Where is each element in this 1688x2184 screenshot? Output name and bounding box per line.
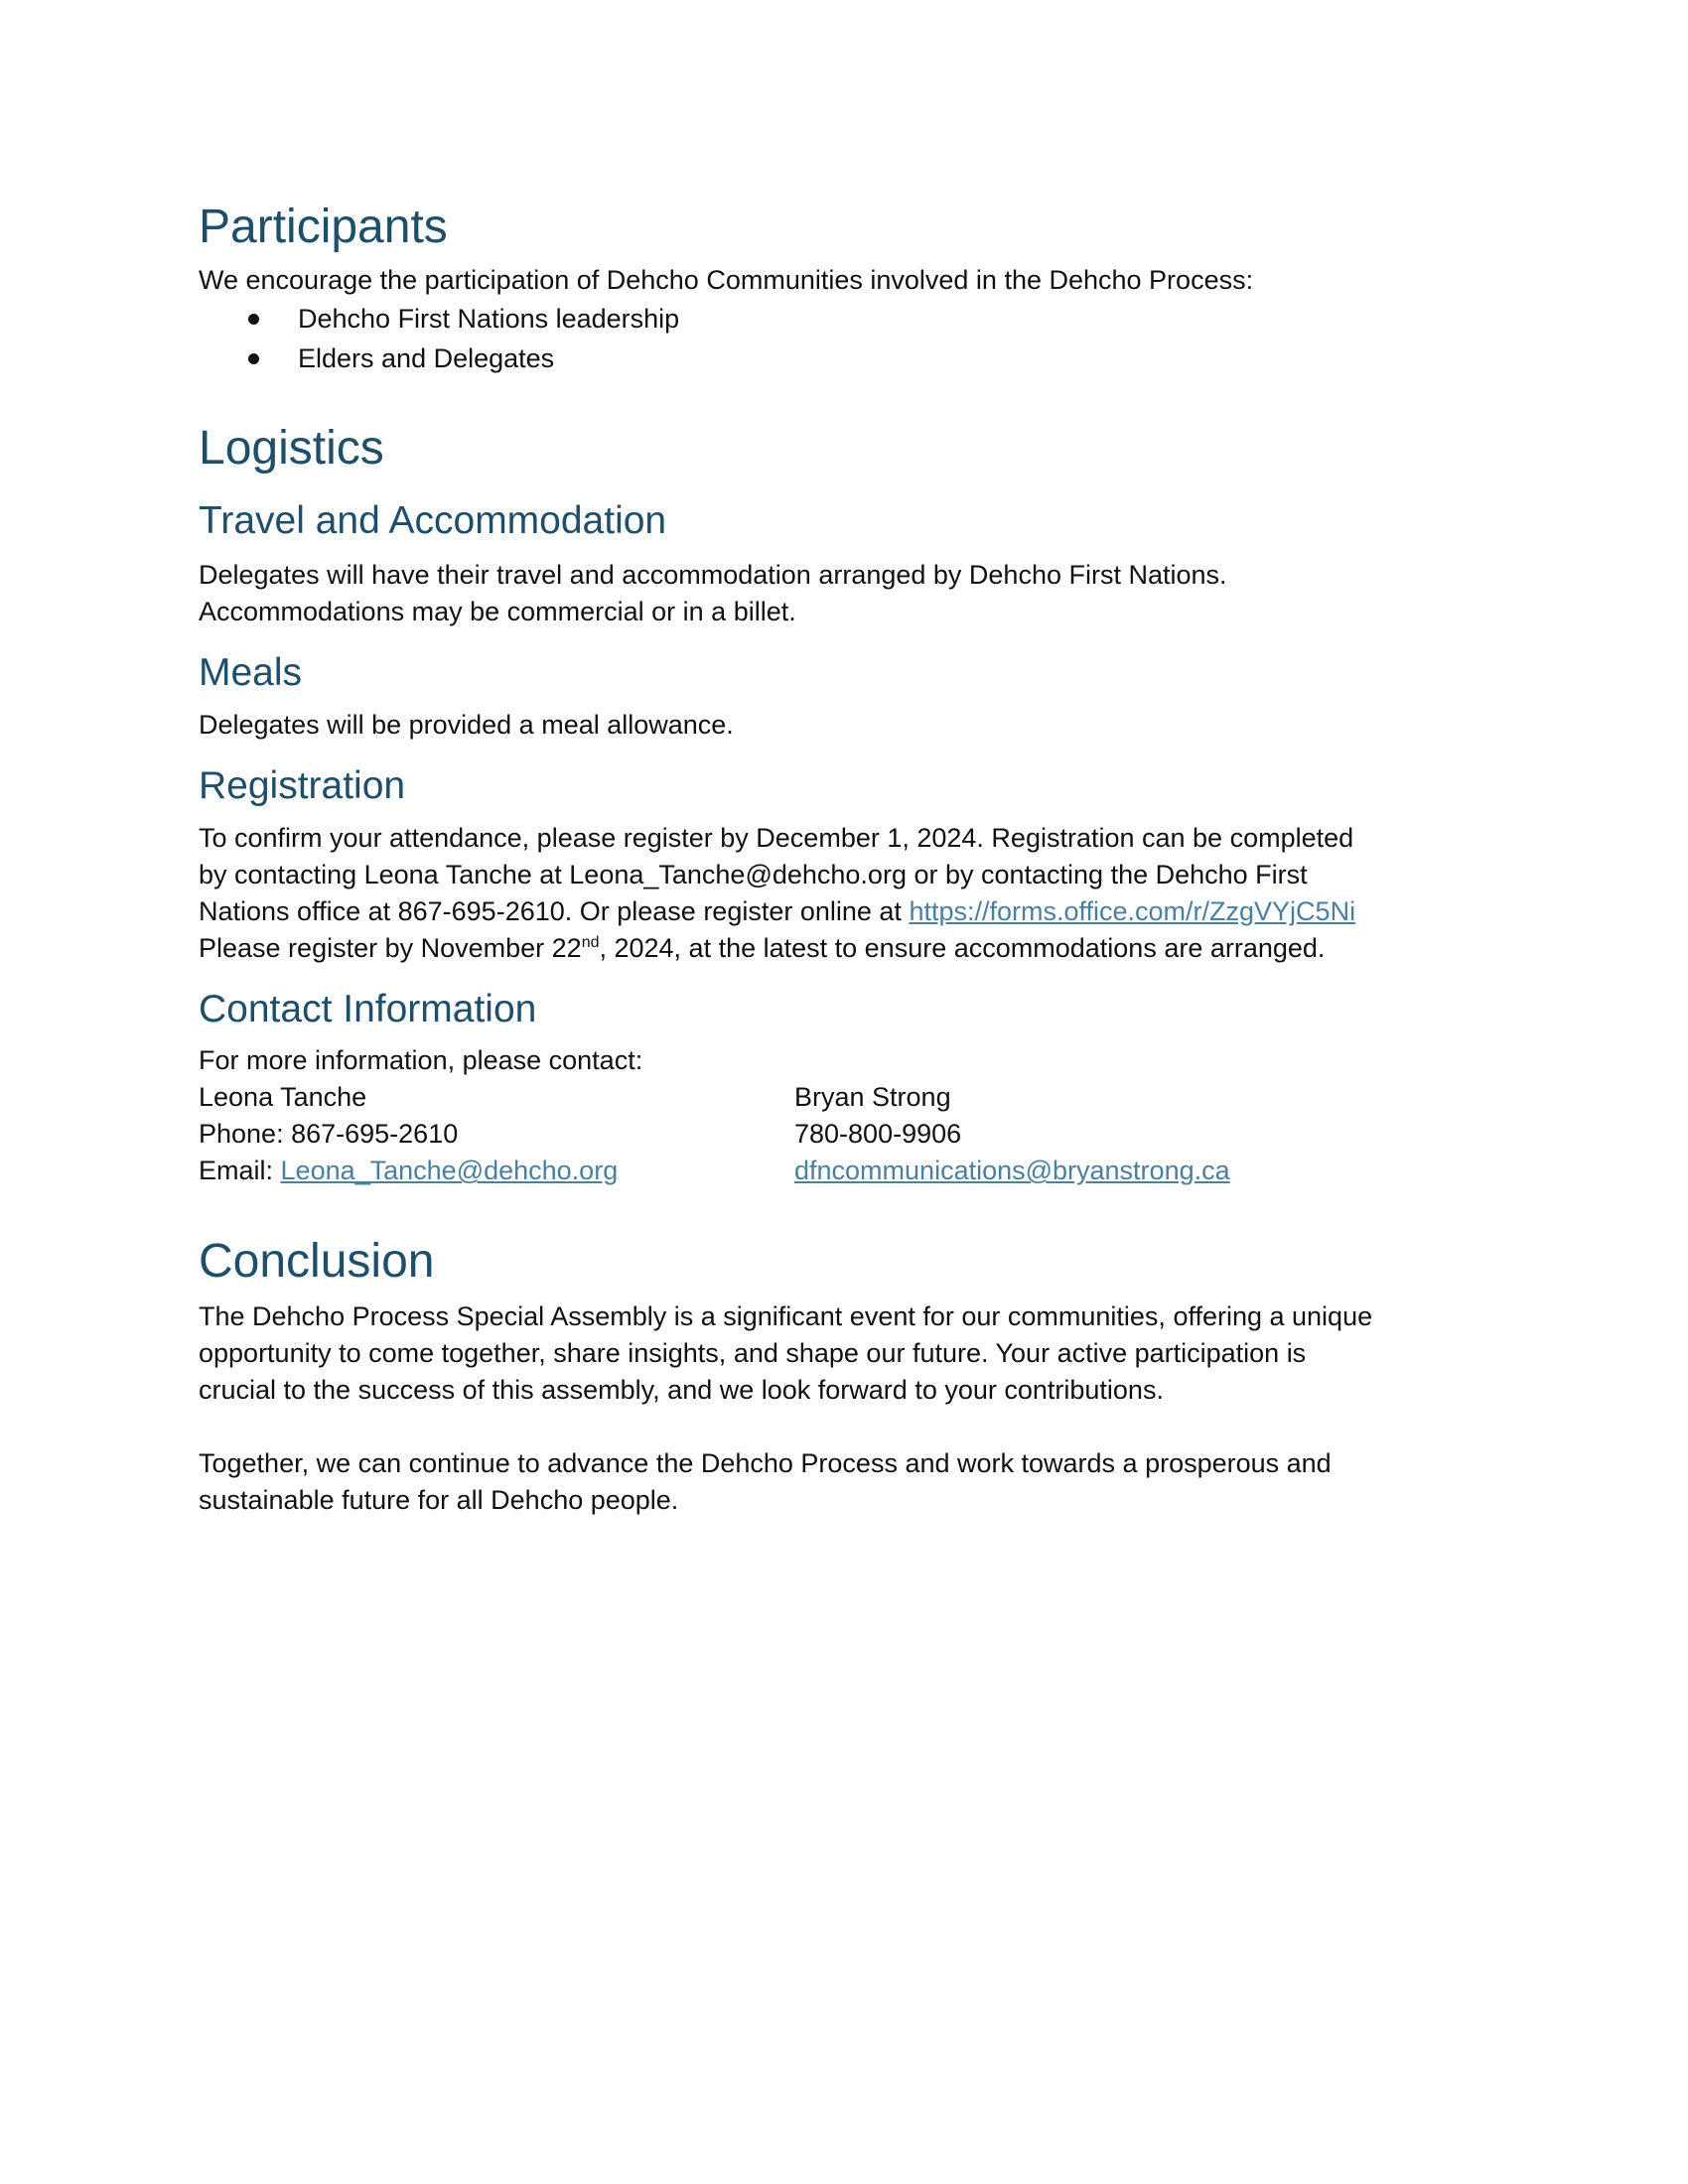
leona-email-link[interactable]: Leona_Tanche@dehcho.org	[280, 1156, 619, 1186]
contact-right-name: Bryan Strong	[794, 1082, 951, 1113]
participants-list	[199, 299, 1489, 378]
participants-heading: Participants	[199, 201, 448, 253]
registration-line-4-post: , 2024, at the latest to ensure accommodations are arranged.	[599, 932, 1326, 963]
contact-heading: Contact Information	[199, 987, 537, 1030]
conclusion-line-3: crucial to the success of this assembly, and we look forward to your contributions.	[199, 1374, 1164, 1405]
contact-right-email-row	[794, 1153, 1489, 1189]
registration-line-1: To confirm your attendance, please register by December 1, 2024. Registration can be completed	[199, 822, 1354, 853]
travel-heading: Travel and Accommodation	[199, 499, 667, 543]
bullet-icon	[248, 353, 259, 364]
bullet-icon	[248, 314, 259, 325]
logistics-heading: Logistics	[199, 421, 384, 475]
contact-right-phone: 780-800-9906	[794, 1119, 962, 1150]
participants-intro: We encourage the participation of Dehcho Communities involved in the Dehcho Process:	[199, 264, 1254, 295]
conclusion-line-5: sustainable future for all Dehcho people.	[199, 1484, 679, 1515]
travel-line-1: Delegates will have their travel and accommodation arranged by Dehcho First Nations.	[199, 559, 1227, 590]
meals-heading: Meals	[199, 650, 303, 694]
registration-line-2: by contacting Leona Tanche at Leona_Tanche@dehcho.org or by contacting the Dehcho First	[199, 859, 1308, 889]
contact-left-phone: Phone: 867-695-2610	[199, 1119, 459, 1150]
conclusion-line-4: Together, we can continue to advance the Dehcho Process and work towards a prosperous and	[199, 1447, 1332, 1478]
conclusion-line-1: The Dehcho Process Special Assembly is a significant event for our communities, offering a unique	[199, 1300, 1373, 1331]
conclusion-line-2: opportunity to come together, share insights, and shape our future. Your active participation is	[199, 1337, 1307, 1368]
conclusion-paragraph-1	[199, 1298, 1489, 1409]
contact-left-name: Leona Tanche	[199, 1082, 367, 1113]
document-page	[199, 199, 1489, 1519]
contact-grid	[199, 1079, 1489, 1189]
email-label: Email:	[199, 1156, 281, 1186]
conclusion-heading: Conclusion	[199, 1235, 435, 1289]
conclusion-paragraph-2	[199, 1445, 1489, 1519]
registration-text	[199, 820, 1489, 967]
ordinal-suffix: nd	[581, 933, 600, 951]
travel-line-2: Accommodations may be commercial or in a billet.	[199, 596, 796, 626]
registration-form-link[interactable]: https://forms.office.com/r/ZzgVYjC5Ni	[909, 895, 1356, 926]
list-item	[199, 299, 1489, 339]
list-item-text: Dehcho First Nations leadership	[298, 303, 680, 334]
meals-text: Delegates will be provided a meal allowance.	[199, 709, 734, 740]
list-item-text: Elders and Delegates	[298, 342, 555, 373]
contact-intro: For more information, please contact:	[199, 1045, 643, 1076]
travel-text	[199, 557, 1489, 630]
list-item	[199, 339, 1489, 378]
bryan-email-link[interactable]: dfncommunications@bryanstrong.ca	[794, 1156, 1230, 1186]
registration-line-3: Nations office at 867-695-2610. Or please register online at	[199, 895, 910, 926]
contact-left-email-row	[199, 1153, 794, 1189]
registration-heading: Registration	[199, 763, 406, 807]
registration-line-4-pre: Please register by November 22	[199, 932, 582, 963]
